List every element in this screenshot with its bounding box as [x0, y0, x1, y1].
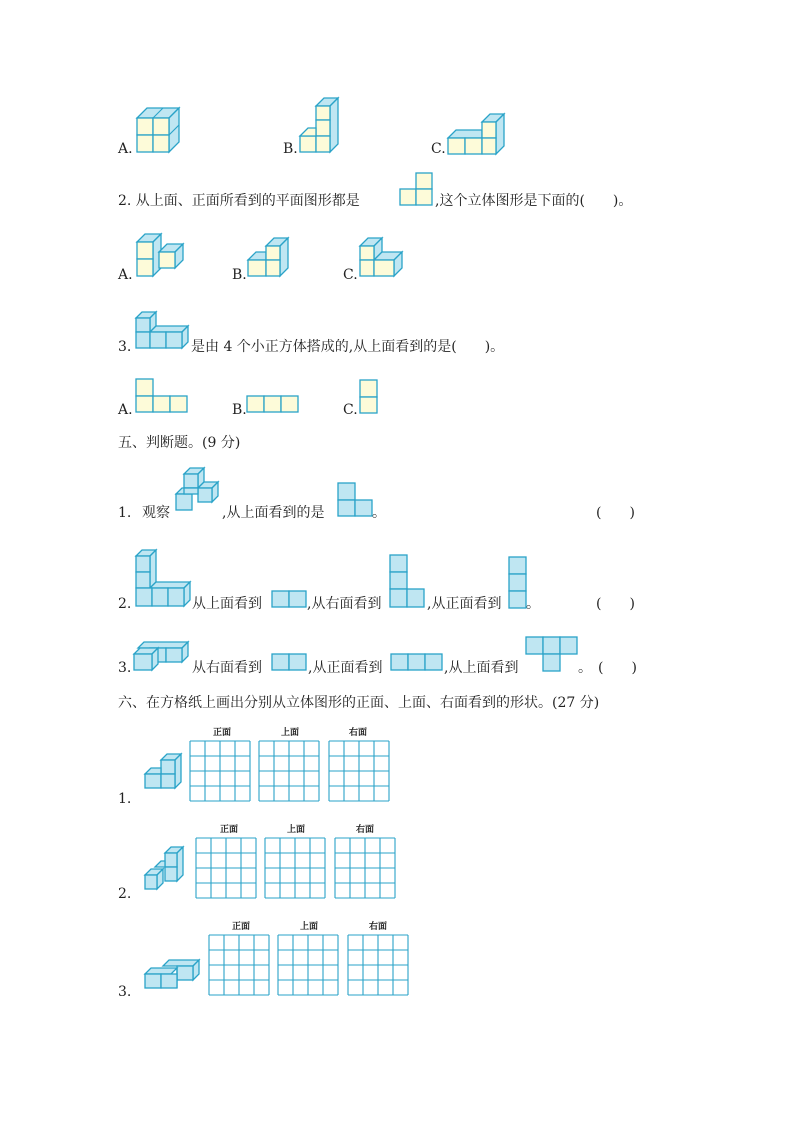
- cube-figure-option-c: [446, 110, 508, 156]
- answer-grid-2-right[interactable]: [334, 837, 396, 899]
- cube-figure-option-b: [298, 94, 342, 156]
- judge-2-cube-figure: [132, 548, 194, 610]
- q3-option-b: B.: [232, 402, 247, 418]
- drawing-2-number: 2.: [118, 886, 132, 902]
- grid-header-right-3: 右面: [369, 922, 388, 932]
- view-shape-inline: [399, 172, 435, 208]
- judge-2-text-3: ,从正面看到: [427, 596, 502, 612]
- judge-1-cube-figure: [174, 466, 224, 518]
- judge-2-top-view: [271, 590, 307, 609]
- judge-3-answer-paren[interactable]: ( ): [598, 660, 637, 676]
- judge-2-right-view: [389, 554, 427, 610]
- judge-1-answer-paren[interactable]: ( ): [596, 505, 635, 521]
- option-label-c: C.: [431, 141, 446, 157]
- grid-header-right-2: 右面: [356, 825, 375, 835]
- judge-1-text-2: ,从上面看到的是: [222, 505, 325, 521]
- question-3-tail: 是由 4 个小正方体搭成的,从上面看到的是( )。: [191, 339, 505, 355]
- judge-1-text-1: 观察: [142, 505, 170, 521]
- answer-grid-1-front[interactable]: [189, 740, 251, 802]
- judge-3-cube-figure: [132, 640, 194, 674]
- q2-option-c: C.: [343, 267, 358, 283]
- judge-3-front-view: [390, 653, 444, 672]
- q3-figure-b: [246, 395, 300, 414]
- grid-header-front-3: 正面: [232, 922, 251, 932]
- q2-figure-c: [358, 234, 408, 280]
- judge-1-number: 1.: [118, 505, 132, 521]
- judge-1-text-3: 。: [372, 505, 386, 521]
- q3-figure-a: [135, 378, 189, 414]
- cube-figure-option-a: [133, 104, 183, 156]
- judge-2-text-1: 从上面看到: [192, 596, 262, 612]
- drawing-1-cube-figure: [143, 752, 183, 792]
- question-3-number: 3.: [118, 339, 132, 355]
- judge-3-right-view: [271, 653, 307, 672]
- q2-figure-b: [246, 234, 296, 280]
- q3-option-c: C.: [343, 402, 358, 418]
- q2-option-a: A.: [118, 267, 133, 283]
- judge-2-text-2: ,从右面看到: [307, 596, 382, 612]
- grid-header-front: 正面: [213, 728, 232, 738]
- answer-grid-2-front[interactable]: [195, 837, 257, 899]
- judge-3-top-view: [525, 636, 579, 674]
- judge-1-view-shape: [337, 482, 373, 518]
- q2-figure-a: [133, 230, 191, 280]
- option-label-b: B.: [283, 141, 298, 157]
- section-6-title: 六、在方格纸上画出分别从立体图形的正面、上面、右面看到的形状。(27 分): [118, 695, 600, 711]
- judge-3-number: 3.: [118, 660, 132, 676]
- judge-2-number: 2.: [118, 596, 132, 612]
- answer-grid-1-top[interactable]: [258, 740, 320, 802]
- judge-2-text-4: 。: [526, 596, 540, 612]
- section-5-title: 五、判断题。(9 分): [118, 435, 241, 451]
- q3-cube-figure: [132, 308, 192, 352]
- option-label-a: A.: [118, 141, 133, 157]
- judge-3-text-3: ,从上面看到: [444, 660, 519, 676]
- judge-2-front-view: [508, 556, 528, 610]
- drawing-3-cube-figure: [143, 958, 203, 992]
- drawing-3-number: 3.: [118, 984, 132, 1000]
- q3-option-a: A.: [118, 402, 133, 418]
- drawing-1-number: 1.: [118, 791, 132, 807]
- answer-grid-2-top[interactable]: [264, 837, 326, 899]
- judge-2-answer-paren[interactable]: ( ): [596, 596, 635, 612]
- answer-grid-3-right[interactable]: [347, 934, 409, 996]
- grid-header-top: 上面: [281, 728, 300, 738]
- q2-option-b: B.: [232, 267, 247, 283]
- grid-header-front-2: 正面: [220, 825, 239, 835]
- answer-grid-3-top[interactable]: [277, 934, 339, 996]
- judge-3-text-1: 从右面看到: [192, 660, 262, 676]
- judge-3-text-2: ,从正面看到: [308, 660, 383, 676]
- answer-grid-3-front[interactable]: [208, 934, 270, 996]
- grid-header-top-2: 上面: [287, 825, 306, 835]
- grid-header-right: 右面: [349, 728, 368, 738]
- question-2-stem: 2. 从上面、正面所看到的平面图形都是: [118, 193, 360, 209]
- grid-header-top-3: 上面: [300, 922, 319, 932]
- answer-grid-1-right[interactable]: [328, 740, 390, 802]
- q3-figure-c: [359, 379, 379, 415]
- question-2-tail: ,这个立体图形是下面的( )。: [435, 193, 633, 209]
- judge-3-text-4: 。: [578, 660, 592, 676]
- drawing-2-cube-figure: [143, 845, 187, 891]
